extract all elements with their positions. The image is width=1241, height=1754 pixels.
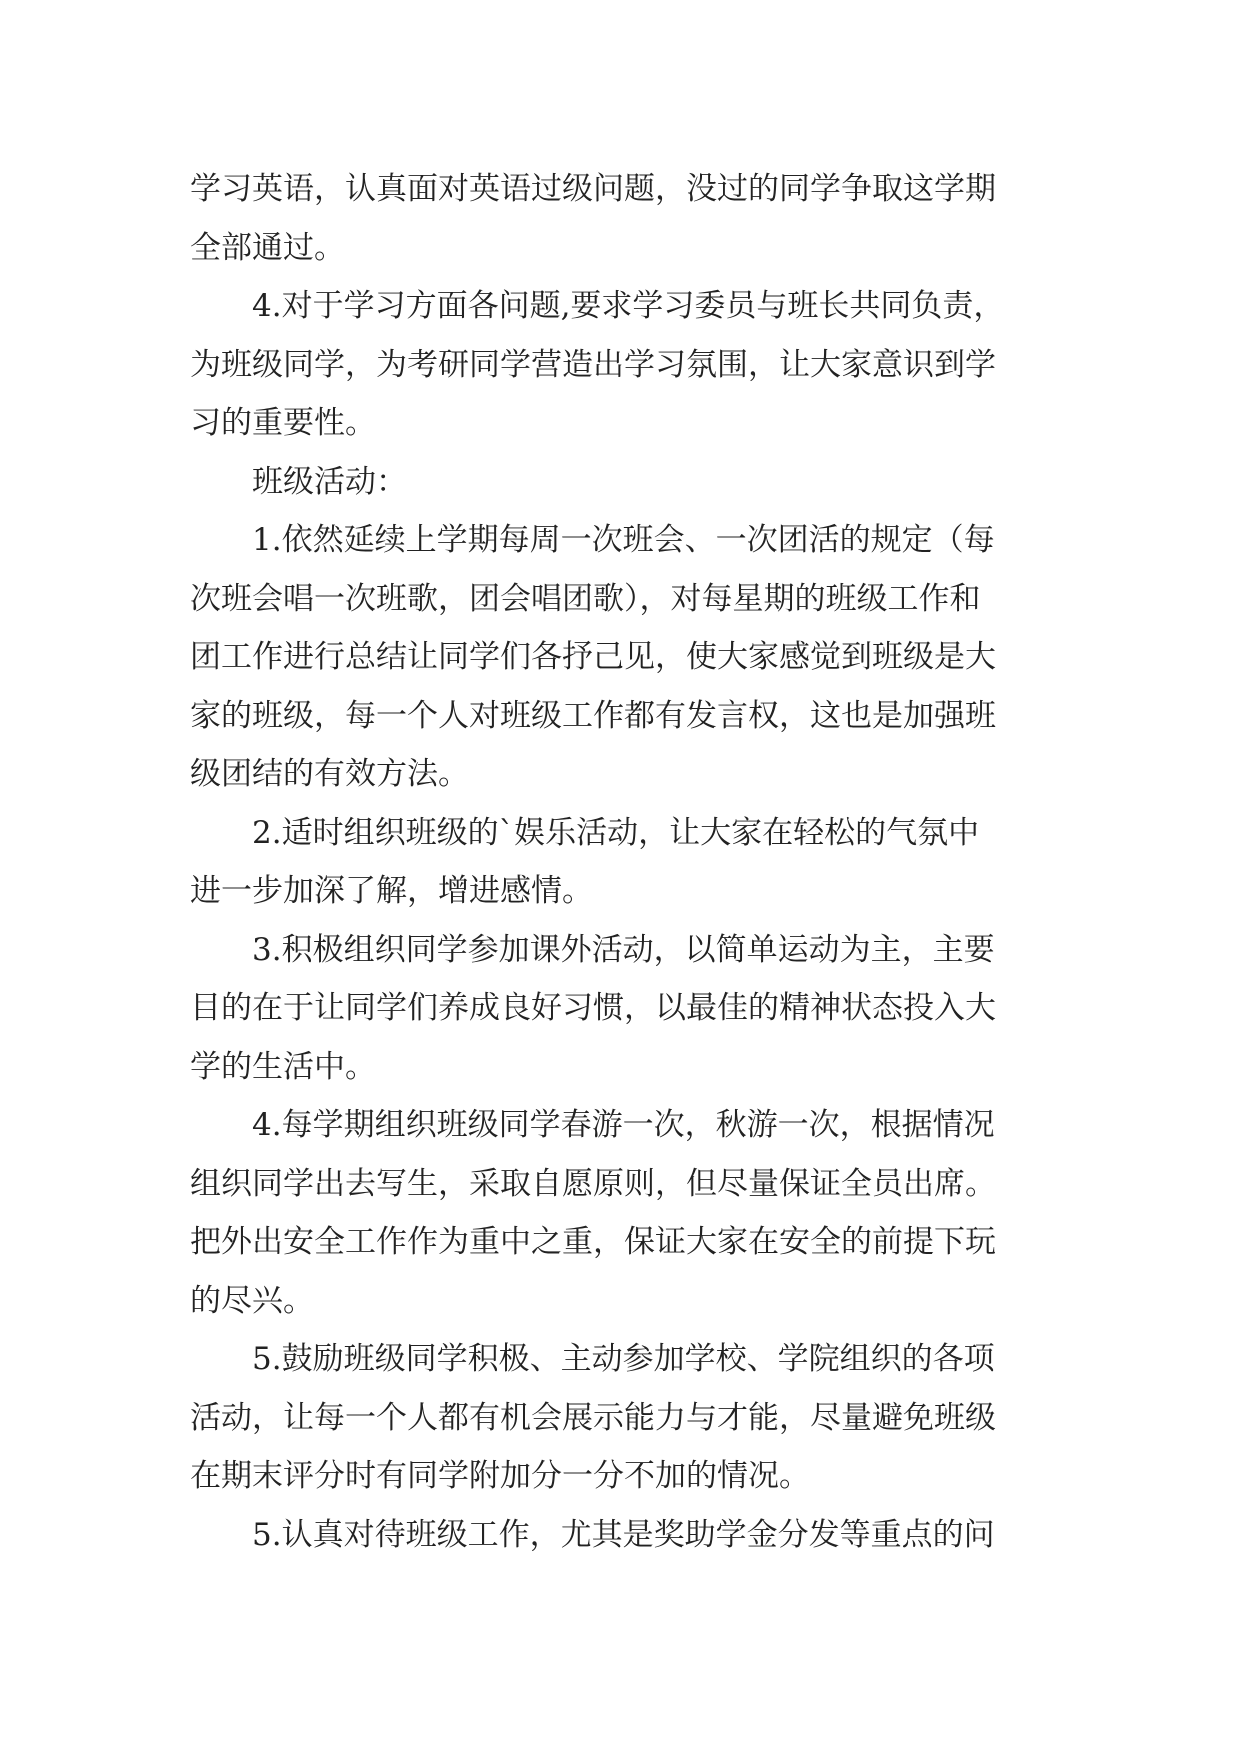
text-line: 4.对于学习方面各问题,要求学习委员与班长共同负责， bbox=[252, 288, 1005, 324]
text-line: 团工作进行总结让同学们各抒己见，使大家感觉到班级是大 bbox=[190, 639, 996, 675]
text-line: 在期末评分时有同学附加分一分不加的情况。 bbox=[190, 1458, 810, 1494]
text-line: 次班会唱一次班歌，团会唱团歌），对每星期的班级工作和 bbox=[190, 580, 981, 617]
text-line: 为班级同学，为考研同学营造出学习氛围，让大家意识到学 bbox=[190, 346, 996, 383]
text-line: 学习英语，认真面对英语过级问题，没过的同学争取这学期 bbox=[190, 171, 996, 207]
text-line: 学的生活中。 bbox=[190, 1048, 376, 1085]
text-line: 家的班级，每一个人对班级工作都有发言权，这也是加强班 bbox=[190, 697, 996, 734]
text-line: 3.积极组织同学参加课外活动，以简单运动为主，主要 bbox=[252, 931, 995, 968]
text-line: 2.适时组织班级的`娱乐活动，让大家在轻松的气氛中 bbox=[252, 814, 980, 851]
document-body bbox=[190, 160, 1090, 1564]
text-line: 级团结的有效方法。 bbox=[190, 756, 469, 792]
text-line: 全部通过。 bbox=[190, 229, 345, 266]
text-line: 活动，让每一个人都有机会展示能力与才能，尽量避免班级 bbox=[190, 1399, 996, 1436]
text-line: 目的在于让同学们养成良好习惯，以最佳的精神状态投入大 bbox=[190, 990, 996, 1026]
text-line: 习的重要性。 bbox=[190, 405, 376, 441]
text-line: 1.依然延续上学期每周一次班会、一次团活的规定（每 bbox=[252, 522, 995, 558]
text-line: 5.鼓励班级同学积极、主动参加学校、学院组织的各项 bbox=[252, 1341, 995, 1377]
text-line: 5.认真对待班级工作，尤其是奖助学金分发等重点的问 bbox=[252, 1516, 995, 1553]
text-line: 4.每学期组织班级同学春游一次，秋游一次，根据情况 bbox=[252, 1107, 995, 1143]
text-line: 的尽兴。 bbox=[190, 1282, 314, 1319]
text-line: 组织同学出去写生，采取自愿原则，但尽量保证全员出席。 bbox=[190, 1165, 996, 1202]
text-line: 进一步加深了解，增进感情。 bbox=[190, 873, 593, 909]
text-line: 把外出安全工作作为重中之重，保证大家在安全的前提下玩 bbox=[190, 1224, 996, 1260]
text-line: 班级活动： bbox=[252, 463, 407, 500]
